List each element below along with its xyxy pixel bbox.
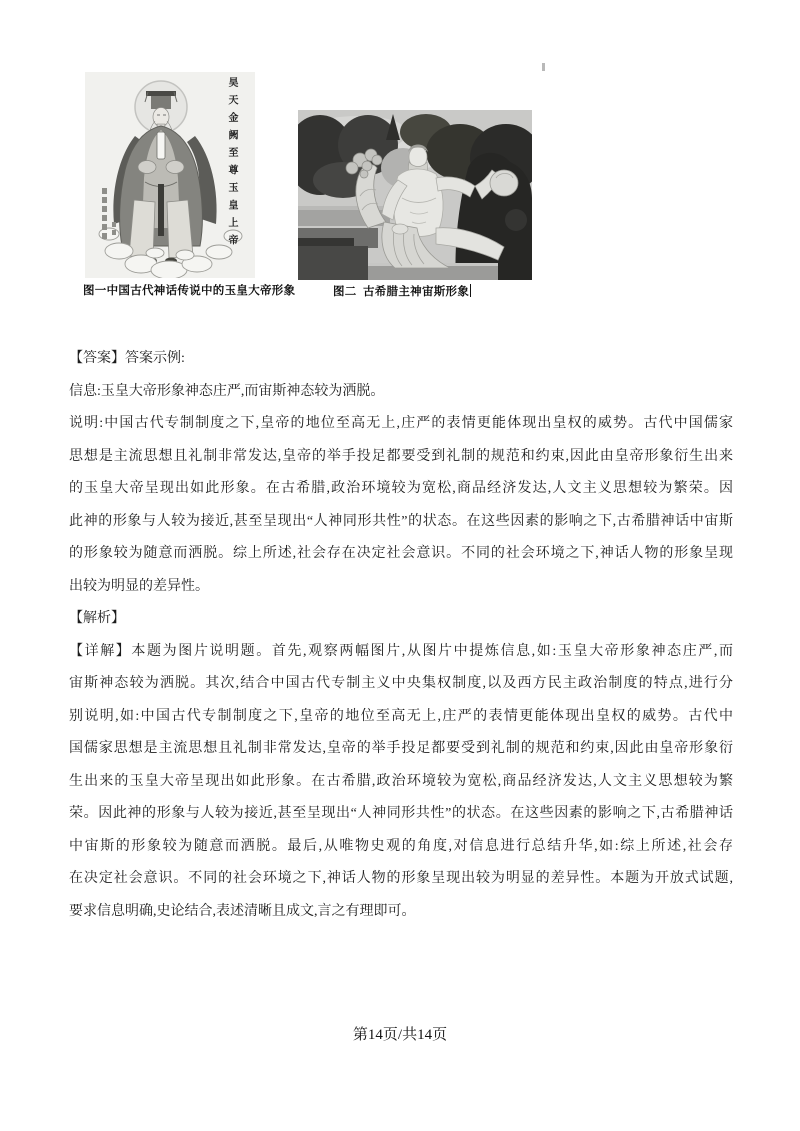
bush-texture	[505, 209, 527, 231]
answer-text-line[interactable]: 出较为明显的差异性。	[69, 578, 209, 594]
answer-text-line[interactable]: 说明:中国古代专制制度之下,皇帝的地位至高无上,庄严的表情更能体现出皇权的威势。古代中国儒家	[69, 416, 733, 431]
analysis-text-line[interactable]: 在决定社会意识。不同的社会环境之下,神话人物的形象呈现出较为明显的差异性。本题为开放式试题,	[69, 871, 733, 886]
figure2-caption-text: 图二 古希腊主神宙斯形象	[333, 286, 470, 298]
answer-text-line[interactable]: 此神的形象与人较为接近,甚至呈现出“人神同形共性”的状态。在这些因素的影响之下,古希腊神话中宙斯	[69, 513, 733, 529]
answer-text-line[interactable]: 的玉皇大帝呈现出如此形象。在古希腊,政治环境较为宽松,商品经济发达,人文主义思想较为繁荣。因	[69, 481, 733, 496]
stray-mark	[542, 63, 545, 71]
figure1-caption[interactable]: 图一中国古代神话传说中的玉皇大帝形象	[83, 285, 296, 297]
answer-text-line[interactable]: 的形象较为随意而洒脱。综上所述,社会存在决定社会意识。不同的社会环境之下,神话人物的形象呈现	[69, 546, 733, 561]
zeus-statue-photo	[298, 110, 532, 280]
stone-ledge	[298, 228, 378, 280]
analysis-text-line[interactable]: 生出来的玉皇大帝呈现出如此形象。在古希腊,政治环境较为宽松,商品经济发达,人文主义思想较为繁	[69, 773, 733, 789]
analysis-text-line[interactable]: 荣。因此神的形象与人较为接近,甚至呈现出“人神同形共性”的状态。在这些因素的影响之下,古希腊神话	[69, 806, 733, 821]
analysis-text-line[interactable]: 宙斯神态较为洒脱。其次,结合中国古代专制主义中央集权制度,以及西方民主政治制度的特点,进行分	[69, 676, 733, 691]
answer-text-line[interactable]: 思想是主流思想且礼制非常发达,皇帝的举手投足都要受到礼制的规范和约束,因此由皇帝形象衍生出来	[69, 448, 733, 464]
analysis-text-line[interactable]: 中宙斯的形象较为随意而洒脱。最后,从唯物史观的角度,对信息进行总结升华,如:综上所述,社会存	[69, 838, 733, 854]
analysis-text-line[interactable]: 国儒家思想是主流思想且礼制非常发达,皇帝的举手投足都要受到礼制的规范和约束,因此由皇帝形象衍	[69, 741, 733, 756]
analysis-text-line[interactable]: 要求信息明确,史论结合,表述清晰且成文,言之有理即可。	[69, 903, 416, 919]
fig1-vertical-title: 昊天金阙至尊玉皇上帝	[226, 77, 237, 252]
answer-label-line[interactable]: 【答案】答案示例:	[69, 351, 185, 366]
figure1-jade-emperor-image[interactable]	[85, 72, 255, 278]
document-body	[69, 343, 733, 928]
analysis-text-line[interactable]: 【详解】本题为图片说明题。首先,观察两幅图片,从图片中提炼信息,如:玉皇大帝形象神态庄严,而	[69, 643, 733, 659]
figure2-zeus-image[interactable]	[298, 110, 532, 280]
answer-info-line[interactable]: 信息:玉皇大帝形象神态庄严,而宙斯神态较为洒脱。	[69, 383, 385, 399]
figure2-caption[interactable]	[333, 283, 471, 299]
analysis-text-line[interactable]: 别说明,如:中国古代专制制度之下,皇帝的地位至高无上,庄严的表情更能体现出皇权的威势。古代中	[69, 708, 733, 724]
analysis-label-line[interactable]: 【解析】	[69, 611, 125, 626]
text-cursor	[470, 284, 471, 297]
page-number-indicator: 第14页/共14页	[352, 1027, 448, 1043]
